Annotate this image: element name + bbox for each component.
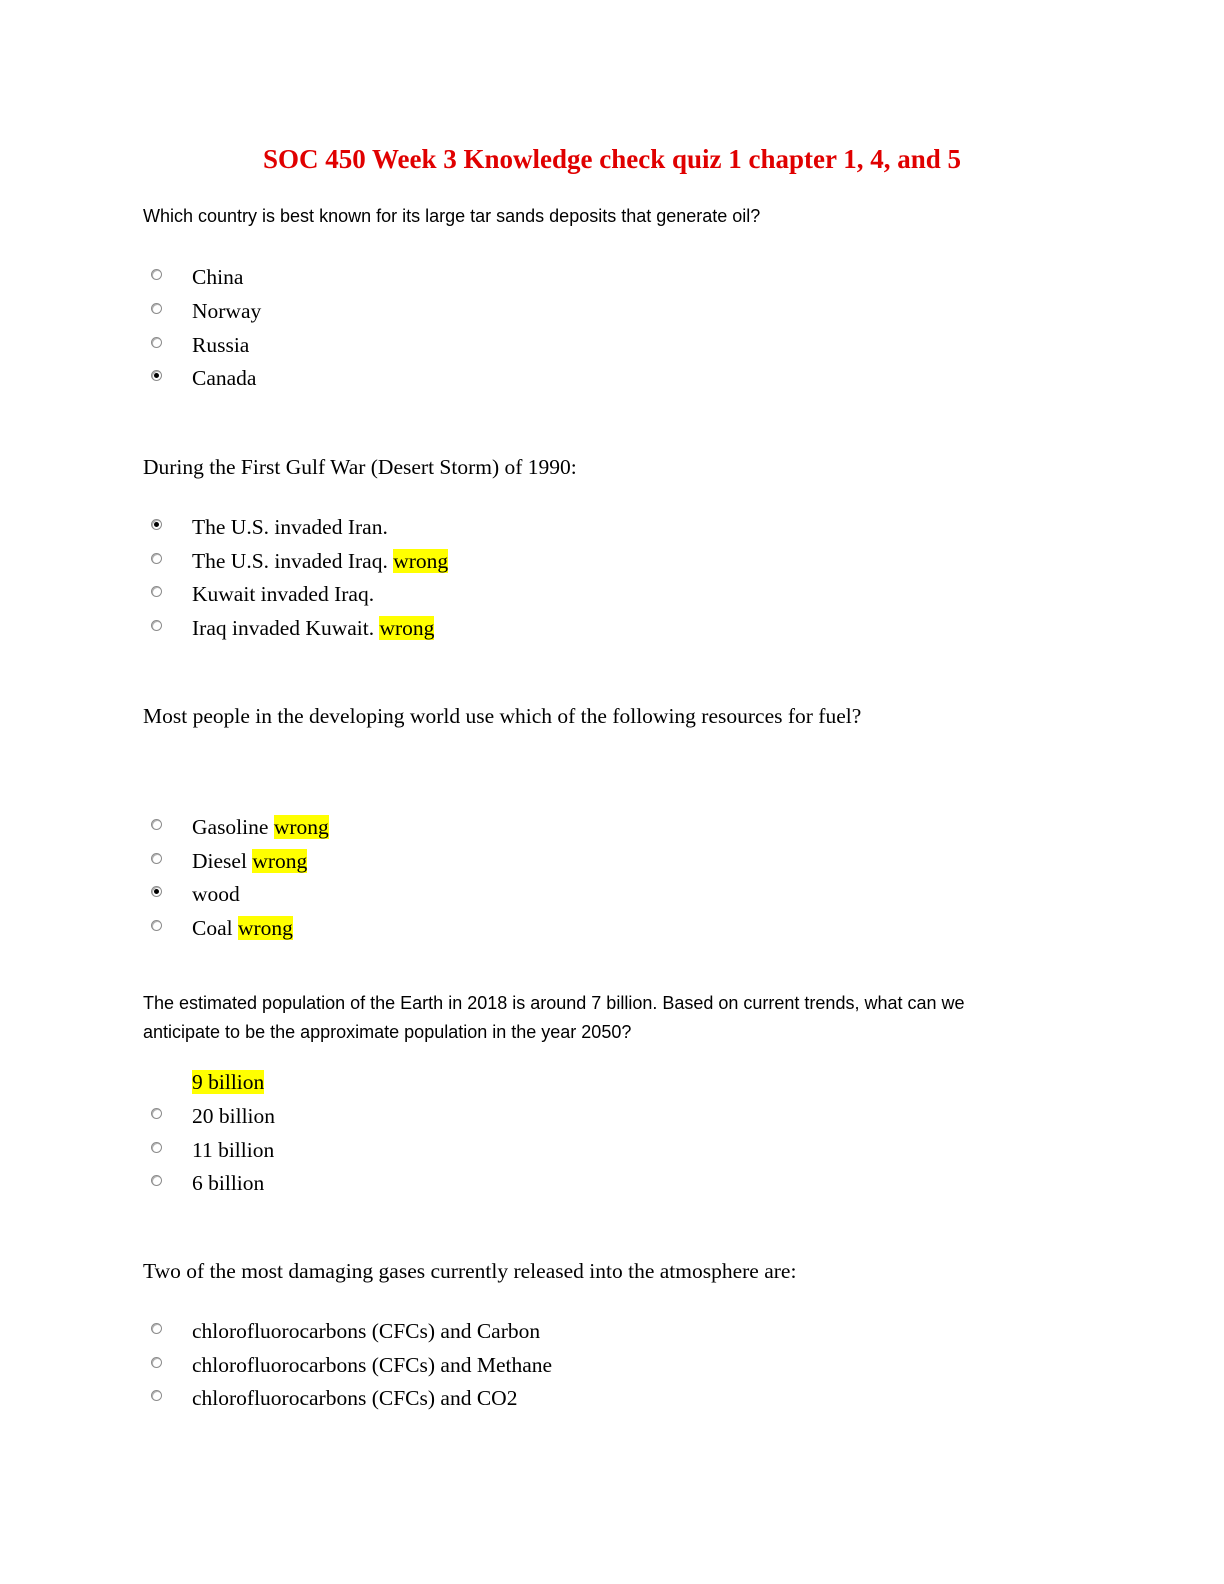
option-label: Gasoline wrong (192, 815, 329, 839)
option-label: 20 billion (192, 1104, 276, 1128)
question-5-option-2[interactable] (151, 1348, 851, 1382)
question-4-option-1[interactable] (151, 1065, 851, 1099)
question-2-option-1[interactable] (151, 510, 851, 544)
question-1-text: Which country is best known for its large tar sands deposits that generate oil? (143, 206, 761, 226)
question-4-option-4[interactable] (151, 1166, 851, 1200)
option-label: wood (192, 882, 240, 906)
radio-button-icon[interactable] (151, 853, 162, 864)
question-3-option-1[interactable] (151, 810, 851, 844)
question-1-option-4[interactable] (151, 361, 851, 395)
option-label: 6 billion (192, 1171, 265, 1195)
question-4-option-3[interactable] (151, 1133, 851, 1167)
option-label: Kuwait invaded Iraq. (192, 582, 375, 606)
radio-button-icon[interactable] (151, 1108, 162, 1119)
wrong-annotation: wrong (237, 916, 293, 940)
option-label: 11 billion (192, 1138, 275, 1162)
radio-button-icon[interactable] (151, 1175, 162, 1186)
option-label: Canada (192, 366, 257, 390)
radio-button-icon[interactable] (151, 1390, 162, 1401)
option-label: The U.S. invaded Iran. (192, 515, 388, 539)
radio-button-icon[interactable] (151, 519, 162, 530)
radio-button-icon[interactable] (151, 553, 162, 564)
radio-button-icon[interactable] (151, 1142, 162, 1153)
question-1-option-2[interactable] (151, 294, 851, 328)
question-1-option-1[interactable] (151, 260, 851, 294)
option-label: China (192, 265, 244, 289)
radio-button-icon[interactable] (151, 620, 162, 631)
question-5-text: Two of the most damaging gases currently released into the atmosphere are: (143, 1259, 797, 1283)
question-4-option-2[interactable] (151, 1099, 851, 1133)
radio-button-icon[interactable] (151, 886, 162, 897)
question-4-text-line-1: The estimated population of the Earth in 2018 is around 7 billion. Based on current trends, what can we (143, 993, 965, 1013)
option-label: Iraq invaded Kuwait. wrong (192, 616, 435, 640)
question-2-option-4[interactable] (151, 611, 851, 645)
radio-button-icon[interactable] (151, 370, 162, 381)
radio-button-icon[interactable] (151, 819, 162, 830)
wrong-annotation: wrong (252, 849, 308, 873)
question-2-text: During the First Gulf War (Desert Storm) of 1990: (143, 455, 577, 479)
radio-button-icon[interactable] (151, 1357, 162, 1368)
option-label (192, 1065, 264, 1099)
question-3-option-4[interactable] (151, 911, 851, 945)
radio-button-icon[interactable] (151, 303, 162, 314)
radio-button-icon[interactable] (151, 269, 162, 280)
question-3-option-2[interactable] (151, 844, 851, 878)
radio-button-icon[interactable] (151, 1323, 162, 1334)
radio-button-icon[interactable] (151, 586, 162, 597)
option-label: chlorofluorocarbons (CFCs) and Methane (192, 1353, 553, 1377)
wrong-annotation: wrong (273, 815, 329, 839)
page-title: SOC 450 Week 3 Knowledge check quiz 1 chapter 1, 4, and 5 (262, 144, 962, 174)
question-3-text: Most people in the developing world use which of the following resources for fuel? (143, 704, 862, 728)
option-label: chlorofluorocarbons (CFCs) and CO2 (192, 1386, 518, 1410)
wrong-annotation: wrong (379, 616, 435, 640)
radio-button-icon[interactable] (151, 920, 162, 931)
option-label: chlorofluorocarbons (CFCs) and Carbon (192, 1319, 541, 1343)
option-label: The U.S. invaded Iraq. wrong (192, 549, 449, 573)
highlighted-answer: 9 billion (192, 1070, 265, 1094)
question-1-option-3[interactable] (151, 328, 851, 362)
question-5-option-1[interactable] (151, 1314, 851, 1348)
question-5-option-3[interactable] (151, 1381, 851, 1415)
option-label: Russia (192, 333, 250, 357)
question-3-option-3[interactable] (151, 877, 851, 911)
question-2-option-3[interactable] (151, 577, 851, 611)
question-2-option-2[interactable] (151, 544, 851, 578)
option-label: Coal wrong (192, 916, 293, 940)
option-label: Diesel wrong (192, 849, 308, 873)
option-label: Norway (192, 299, 262, 323)
question-4-text-line-2: anticipate to be the approximate population in the year 2050? (143, 1022, 632, 1042)
wrong-annotation: wrong (393, 549, 449, 573)
radio-button-icon[interactable] (151, 337, 162, 348)
